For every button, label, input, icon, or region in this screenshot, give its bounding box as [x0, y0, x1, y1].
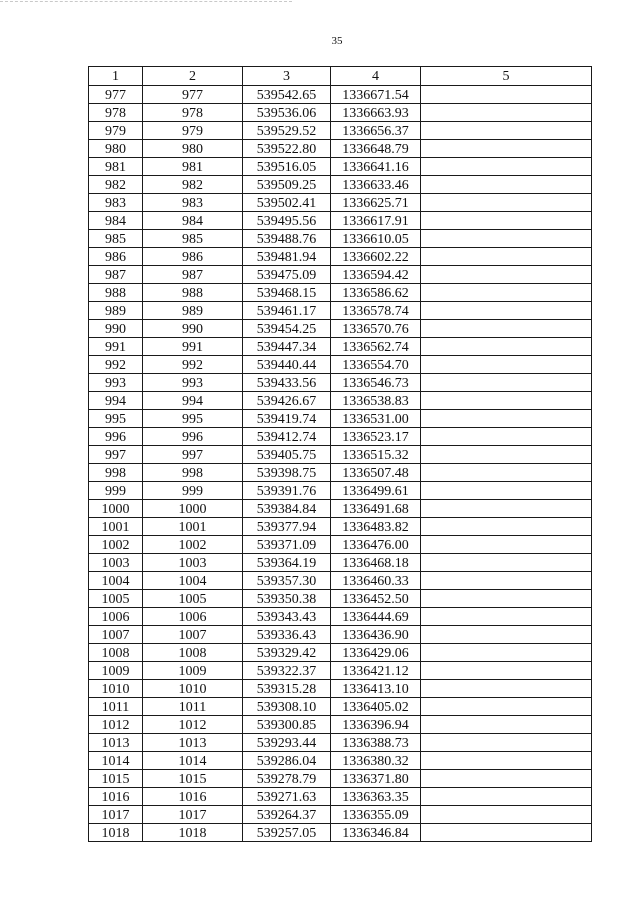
- table-cell-col-3: 539264.37: [243, 806, 331, 824]
- header-cell-5: 5: [421, 67, 592, 86]
- table-cell-col-2: 993: [143, 374, 243, 392]
- table-cell-col-3: 539364.19: [243, 554, 331, 572]
- table-row: [89, 662, 592, 680]
- table-cell-col-5: [421, 446, 592, 464]
- table-cell-col-1: 988: [89, 284, 143, 302]
- table-cell-col-4: 1336421.12: [331, 662, 421, 680]
- table-cell-col-2: 1003: [143, 554, 243, 572]
- table-cell-col-3: 539536.06: [243, 104, 331, 122]
- table-cell-col-3: 539461.17: [243, 302, 331, 320]
- table-cell-col-3: 539475.09: [243, 266, 331, 284]
- table-cell-col-5: [421, 338, 592, 356]
- table-cell-col-2: 985: [143, 230, 243, 248]
- table-cell-col-4: 1336429.06: [331, 644, 421, 662]
- table-cell-col-3: 539529.52: [243, 122, 331, 140]
- table-row: [89, 716, 592, 734]
- table-cell-col-3: 539336.43: [243, 626, 331, 644]
- table-cell-col-2: 1005: [143, 590, 243, 608]
- table-cell-col-3: 539315.28: [243, 680, 331, 698]
- table-row: [89, 788, 592, 806]
- table-cell-col-2: 991: [143, 338, 243, 356]
- table-row: [89, 482, 592, 500]
- table-cell-col-2: 994: [143, 392, 243, 410]
- table-cell-col-3: 539384.84: [243, 500, 331, 518]
- table-cell-col-5: [421, 122, 592, 140]
- table-cell-col-1: 1006: [89, 608, 143, 626]
- table-cell-col-5: [421, 86, 592, 104]
- table-cell-col-2: 1006: [143, 608, 243, 626]
- table-cell-col-3: 539516.05: [243, 158, 331, 176]
- table-cell-col-2: 1011: [143, 698, 243, 716]
- table-cell-col-1: 994: [89, 392, 143, 410]
- table-cell-col-4: 1336586.62: [331, 284, 421, 302]
- table-cell-col-1: 983: [89, 194, 143, 212]
- table-cell-col-2: 1018: [143, 824, 243, 842]
- table-cell-col-5: [421, 482, 592, 500]
- table-cell-col-5: [421, 698, 592, 716]
- table-cell-col-2: 1015: [143, 770, 243, 788]
- table-cell-col-4: 1336507.48: [331, 464, 421, 482]
- table-cell-col-4: 1336468.18: [331, 554, 421, 572]
- table-row: [89, 518, 592, 536]
- table-cell-col-5: [421, 536, 592, 554]
- table-cell-col-1: 1005: [89, 590, 143, 608]
- table-cell-col-3: 539300.85: [243, 716, 331, 734]
- table-row: [89, 626, 592, 644]
- table-cell-col-4: 1336405.02: [331, 698, 421, 716]
- table-cell-col-1: 992: [89, 356, 143, 374]
- table-cell-col-1: 990: [89, 320, 143, 338]
- table-cell-col-5: [421, 212, 592, 230]
- table-cell-col-1: 991: [89, 338, 143, 356]
- table-cell-col-4: 1336538.83: [331, 392, 421, 410]
- table-cell-col-4: 1336355.09: [331, 806, 421, 824]
- table-cell-col-5: [421, 572, 592, 590]
- table-cell-col-3: 539481.94: [243, 248, 331, 266]
- table-cell-col-2: 998: [143, 464, 243, 482]
- table-cell-col-5: [421, 788, 592, 806]
- table-cell-col-2: 1017: [143, 806, 243, 824]
- table-row: [89, 320, 592, 338]
- table-row: [89, 824, 592, 842]
- table-cell-col-5: [421, 140, 592, 158]
- table-cell-col-4: 1336452.50: [331, 590, 421, 608]
- table-cell-col-5: [421, 500, 592, 518]
- table-cell-col-3: 539329.42: [243, 644, 331, 662]
- table-cell-col-5: [421, 518, 592, 536]
- table-cell-col-5: [421, 158, 592, 176]
- table-cell-col-4: 1336396.94: [331, 716, 421, 734]
- table-cell-col-3: 539286.04: [243, 752, 331, 770]
- table-cell-col-4: 1336476.00: [331, 536, 421, 554]
- table-cell-col-5: [421, 410, 592, 428]
- table-row: [89, 266, 592, 284]
- table-cell-col-4: 1336570.76: [331, 320, 421, 338]
- table-cell-col-5: [421, 176, 592, 194]
- table-cell-col-2: 978: [143, 104, 243, 122]
- table-cell-col-2: 980: [143, 140, 243, 158]
- table-cell-col-3: 539502.41: [243, 194, 331, 212]
- table-cell-col-1: 1000: [89, 500, 143, 518]
- table-cell-col-1: 998: [89, 464, 143, 482]
- table-cell-col-4: 1336625.71: [331, 194, 421, 212]
- table-row: [89, 428, 592, 446]
- table-cell-col-1: 1008: [89, 644, 143, 662]
- table-cell-col-3: 539308.10: [243, 698, 331, 716]
- table-cell-col-1: 1007: [89, 626, 143, 644]
- table-cell-col-3: 539293.44: [243, 734, 331, 752]
- header-cell-1: 1: [89, 67, 143, 86]
- table-cell-col-1: 984: [89, 212, 143, 230]
- table-cell-col-5: [421, 284, 592, 302]
- table-cell-col-5: [421, 374, 592, 392]
- header-cell-2: 2: [143, 67, 243, 86]
- table-cell-col-1: 978: [89, 104, 143, 122]
- table-row: [89, 248, 592, 266]
- table-cell-col-2: 999: [143, 482, 243, 500]
- table-cell-col-1: 999: [89, 482, 143, 500]
- table-cell-col-3: 539257.05: [243, 824, 331, 842]
- table-cell-col-3: 539398.75: [243, 464, 331, 482]
- table-cell-col-5: [421, 734, 592, 752]
- table-cell-col-3: 539542.65: [243, 86, 331, 104]
- table-cell-col-3: 539509.25: [243, 176, 331, 194]
- table-cell-col-2: 988: [143, 284, 243, 302]
- table-cell-col-5: [421, 644, 592, 662]
- table-cell-col-5: [421, 752, 592, 770]
- table-cell-col-2: 982: [143, 176, 243, 194]
- table-cell-col-1: 981: [89, 158, 143, 176]
- table-cell-col-5: [421, 806, 592, 824]
- table-cell-col-3: 539440.44: [243, 356, 331, 374]
- table-cell-col-4: 1336523.17: [331, 428, 421, 446]
- table-cell-col-2: 1012: [143, 716, 243, 734]
- table-cell-col-1: 1017: [89, 806, 143, 824]
- table-cell-col-2: 1004: [143, 572, 243, 590]
- table-cell-col-3: 539433.56: [243, 374, 331, 392]
- table-cell-col-2: 1000: [143, 500, 243, 518]
- table-row: [89, 374, 592, 392]
- table-cell-col-2: 986: [143, 248, 243, 266]
- table-cell-col-1: 997: [89, 446, 143, 464]
- table-cell-col-2: 990: [143, 320, 243, 338]
- table-cell-col-3: 539405.75: [243, 446, 331, 464]
- table-row: [89, 392, 592, 410]
- table-cell-col-2: 1008: [143, 644, 243, 662]
- table-row: [89, 194, 592, 212]
- table-cell-col-2: 1001: [143, 518, 243, 536]
- table-cell-col-5: [421, 824, 592, 842]
- table-cell-col-3: 539468.15: [243, 284, 331, 302]
- table-cell-col-4: 1336460.33: [331, 572, 421, 590]
- table-cell-col-5: [421, 662, 592, 680]
- table-row: [89, 500, 592, 518]
- table-cell-col-1: 989: [89, 302, 143, 320]
- table-cell-col-3: 539419.74: [243, 410, 331, 428]
- table-cell-col-2: 1016: [143, 788, 243, 806]
- table-cell-col-4: 1336617.91: [331, 212, 421, 230]
- table-cell-col-2: 1013: [143, 734, 243, 752]
- table-cell-col-2: 987: [143, 266, 243, 284]
- table-row: [89, 158, 592, 176]
- table-row: [89, 302, 592, 320]
- table-cell-col-2: 1002: [143, 536, 243, 554]
- table-cell-col-1: 977: [89, 86, 143, 104]
- table-cell-col-4: 1336602.22: [331, 248, 421, 266]
- table-cell-col-5: [421, 356, 592, 374]
- table-cell-col-2: 979: [143, 122, 243, 140]
- table-cell-col-3: 539391.76: [243, 482, 331, 500]
- table-cell-col-5: [421, 770, 592, 788]
- header-cell-3: 3: [243, 67, 331, 86]
- table-cell-col-5: [421, 590, 592, 608]
- table-cell-col-1: 1016: [89, 788, 143, 806]
- table-cell-col-5: [421, 626, 592, 644]
- table-cell-col-1: 1003: [89, 554, 143, 572]
- table-row: [89, 284, 592, 302]
- table-cell-col-2: 1009: [143, 662, 243, 680]
- table-cell-col-5: [421, 608, 592, 626]
- table-cell-col-1: 979: [89, 122, 143, 140]
- table-cell-col-1: 1004: [89, 572, 143, 590]
- table-cell-col-3: 539447.34: [243, 338, 331, 356]
- table-row: [89, 608, 592, 626]
- table-cell-col-3: 539271.63: [243, 788, 331, 806]
- table-cell-col-1: 980: [89, 140, 143, 158]
- table-cell-col-1: 1009: [89, 662, 143, 680]
- table-cell-col-3: 539412.74: [243, 428, 331, 446]
- table-cell-col-3: 539495.56: [243, 212, 331, 230]
- table-cell-col-5: [421, 194, 592, 212]
- table-cell-col-4: 1336546.73: [331, 374, 421, 392]
- table-cell-col-1: 1001: [89, 518, 143, 536]
- table-row: [89, 554, 592, 572]
- table-cell-col-4: 1336363.35: [331, 788, 421, 806]
- table-body: [89, 86, 592, 842]
- table-cell-col-5: [421, 230, 592, 248]
- table-cell-col-1: 1014: [89, 752, 143, 770]
- table-cell-col-3: 539350.38: [243, 590, 331, 608]
- table-cell-col-3: 539522.80: [243, 140, 331, 158]
- table-cell-col-4: 1336578.74: [331, 302, 421, 320]
- table-row: [89, 770, 592, 788]
- table-cell-col-2: 981: [143, 158, 243, 176]
- table-row: [89, 140, 592, 158]
- table-row: [89, 680, 592, 698]
- table-cell-col-3: 539343.43: [243, 608, 331, 626]
- table-cell-col-1: 1012: [89, 716, 143, 734]
- table-row: [89, 590, 592, 608]
- table-cell-col-2: 996: [143, 428, 243, 446]
- table-cell-col-2: 984: [143, 212, 243, 230]
- scan-edge-artifact: [0, 1, 292, 2]
- table-cell-col-2: 1010: [143, 680, 243, 698]
- table-row: [89, 464, 592, 482]
- table-cell-col-3: 539488.76: [243, 230, 331, 248]
- table-cell-col-2: 977: [143, 86, 243, 104]
- table-cell-col-1: 982: [89, 176, 143, 194]
- table-row: [89, 734, 592, 752]
- table-cell-col-4: 1336380.32: [331, 752, 421, 770]
- table-cell-col-4: 1336346.84: [331, 824, 421, 842]
- table-row: [89, 86, 592, 104]
- table-cell-col-4: 1336562.74: [331, 338, 421, 356]
- table-cell-col-1: 995: [89, 410, 143, 428]
- table-cell-col-5: [421, 320, 592, 338]
- table-cell-col-4: 1336491.68: [331, 500, 421, 518]
- table-cell-col-2: 992: [143, 356, 243, 374]
- table-cell-col-4: 1336594.42: [331, 266, 421, 284]
- table-cell-col-3: 539371.09: [243, 536, 331, 554]
- table-cell-col-4: 1336499.61: [331, 482, 421, 500]
- table-cell-col-4: 1336641.16: [331, 158, 421, 176]
- table-row: [89, 122, 592, 140]
- table-cell-col-1: 1002: [89, 536, 143, 554]
- table-cell-col-2: 997: [143, 446, 243, 464]
- table-cell-col-1: 986: [89, 248, 143, 266]
- table-cell-col-4: 1336515.32: [331, 446, 421, 464]
- table-cell-col-4: 1336633.46: [331, 176, 421, 194]
- table-row: [89, 176, 592, 194]
- table-cell-col-2: 983: [143, 194, 243, 212]
- coordinate-table: [88, 66, 592, 842]
- table-cell-col-2: 989: [143, 302, 243, 320]
- table-cell-col-5: [421, 392, 592, 410]
- table-cell-col-1: 985: [89, 230, 143, 248]
- table-cell-col-4: 1336663.93: [331, 104, 421, 122]
- table-cell-col-4: 1336444.69: [331, 608, 421, 626]
- table-cell-col-4: 1336610.05: [331, 230, 421, 248]
- table-cell-col-5: [421, 104, 592, 122]
- table-row: [89, 446, 592, 464]
- header-row: [89, 67, 592, 86]
- table-row: [89, 338, 592, 356]
- table-cell-col-4: 1336483.82: [331, 518, 421, 536]
- table-cell-col-1: 1011: [89, 698, 143, 716]
- table-row: [89, 752, 592, 770]
- table-cell-col-5: [421, 716, 592, 734]
- table-cell-col-5: [421, 554, 592, 572]
- header-cell-4: 4: [331, 67, 421, 86]
- table-cell-col-1: 1018: [89, 824, 143, 842]
- table-cell-col-4: 1336671.54: [331, 86, 421, 104]
- table-cell-col-4: 1336388.73: [331, 734, 421, 752]
- table-cell-col-3: 539278.79: [243, 770, 331, 788]
- table-cell-col-2: 995: [143, 410, 243, 428]
- table-cell-col-2: 1007: [143, 626, 243, 644]
- table-cell-col-1: 993: [89, 374, 143, 392]
- table-cell-col-4: 1336656.37: [331, 122, 421, 140]
- table-row: [89, 536, 592, 554]
- table-header: [89, 67, 592, 86]
- table-cell-col-1: 1013: [89, 734, 143, 752]
- table-cell-col-5: [421, 680, 592, 698]
- page-number: 35: [331, 35, 343, 47]
- table-row: [89, 212, 592, 230]
- table-cell-col-3: 539426.67: [243, 392, 331, 410]
- table-row: [89, 356, 592, 374]
- table-row: [89, 104, 592, 122]
- table-cell-col-1: 1010: [89, 680, 143, 698]
- table-row: [89, 230, 592, 248]
- table-cell-col-3: 539454.25: [243, 320, 331, 338]
- table-row: [89, 572, 592, 590]
- table-cell-col-3: 539377.94: [243, 518, 331, 536]
- table-cell-col-4: 1336531.00: [331, 410, 421, 428]
- table-row: [89, 698, 592, 716]
- table-cell-col-3: 539322.37: [243, 662, 331, 680]
- table-cell-col-4: 1336371.80: [331, 770, 421, 788]
- table-cell-col-1: 987: [89, 266, 143, 284]
- table-cell-col-5: [421, 248, 592, 266]
- table-cell-col-2: 1014: [143, 752, 243, 770]
- table-cell-col-5: [421, 266, 592, 284]
- table-row: [89, 644, 592, 662]
- table-row: [89, 806, 592, 824]
- table-cell-col-3: 539357.30: [243, 572, 331, 590]
- table-cell-col-4: 1336554.70: [331, 356, 421, 374]
- table-cell-col-5: [421, 464, 592, 482]
- table-row: [89, 410, 592, 428]
- table-cell-col-1: 996: [89, 428, 143, 446]
- table-cell-col-4: 1336648.79: [331, 140, 421, 158]
- table-cell-col-5: [421, 302, 592, 320]
- table-cell-col-4: 1336413.10: [331, 680, 421, 698]
- table-cell-col-4: 1336436.90: [331, 626, 421, 644]
- table-cell-col-5: [421, 428, 592, 446]
- table-cell-col-1: 1015: [89, 770, 143, 788]
